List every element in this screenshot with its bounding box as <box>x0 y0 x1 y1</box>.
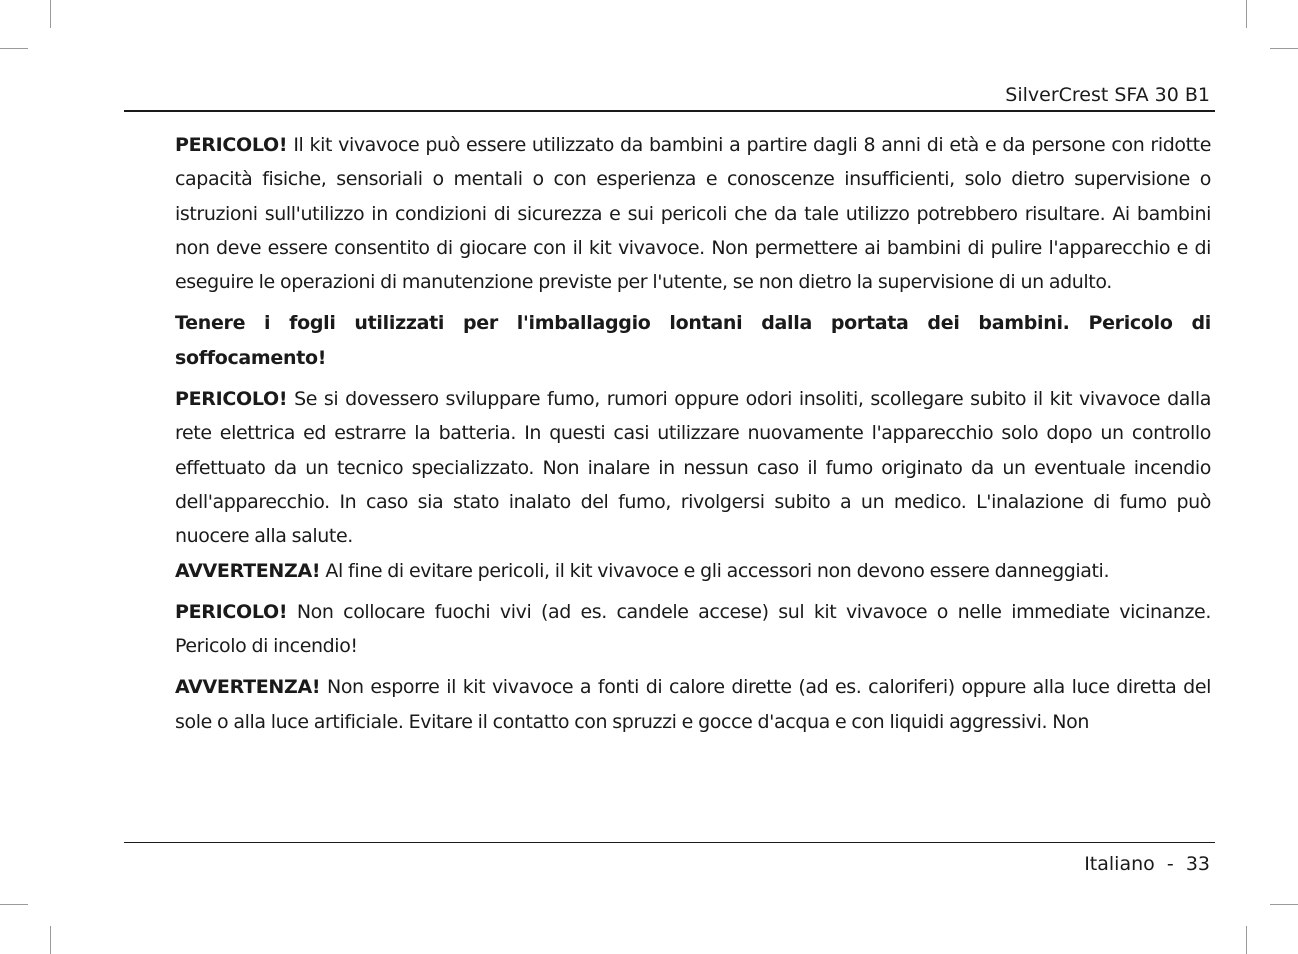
footer-language: Italiano <box>1084 853 1155 875</box>
packaging-warning-paragraph: Tenere i fogli utilizzati per l'imballaggio lontani dalla portata dei bambini. Pericolo di soffocamento! <box>175 312 1211 369</box>
safety-paragraph <box>175 554 1211 588</box>
crop-mark <box>50 0 51 28</box>
page-content <box>175 128 1211 828</box>
paragraph-text: Al fine di evitare pericoli, il kit vivavoce e gli accessori non devono essere danneggiati. <box>320 559 1110 582</box>
paragraph-text: Non collocare fuochi vivi (ad es. candele accese) sul kit vivavoce o nelle immediate vicinanze. Pericolo di incendio! <box>175 600 1211 658</box>
safety-paragraph <box>175 670 1211 739</box>
danger-keyword: PERICOLO! <box>175 600 288 623</box>
header-divider <box>124 110 1215 112</box>
crop-mark <box>1270 48 1298 49</box>
safety-paragraph <box>175 128 1211 299</box>
footer-divider <box>124 842 1215 843</box>
crop-mark <box>1246 926 1247 954</box>
danger-keyword: PERICOLO! <box>175 388 288 411</box>
crop-mark <box>1270 904 1298 905</box>
crop-mark <box>50 926 51 954</box>
page-header-title: SilverCrest SFA 30 B1 <box>1005 84 1210 106</box>
crop-mark <box>0 48 28 49</box>
paragraph-text: Non esporre il kit vivavoce a fonti di calore dirette (ad es. caloriferi) oppure alla luce diretta del sole o alla luce artificiale. Evitare il contatto con spruzzi e gocce d'acqua e con liquidi aggressivi. Non <box>175 676 1211 733</box>
safety-paragraph <box>175 382 1211 553</box>
warning-keyword: AVVERTENZA! <box>175 559 321 582</box>
paragraph-text: Il kit vivavoce può essere utilizzato da bambini a partire dagli 8 anni di età e da persone con ridotte capacità fisiche, sensoriali o mentali o con esperienza e conoscenze insufficienti, solo dietro supervisione o istruzioni sull'utilizzo in condizioni di sicurezza e sui pericoli che da tale utilizzo potrebbero risultare. Ai bambini non deve essere consentito di giocare con il kit vivavoce. Non permettere ai bambini di pulire l'apparecchio e di eseguire le operazioni di manutenzione previste per l'utente, se non dietro la supervisione di un adulto. <box>175 134 1211 294</box>
page-footer <box>700 851 1210 877</box>
safety-paragraph <box>175 595 1211 664</box>
page-number: 33 <box>1185 853 1210 875</box>
crop-mark <box>1246 0 1247 28</box>
footer-separator: - <box>1166 853 1174 875</box>
crop-mark <box>0 904 28 905</box>
danger-keyword: PERICOLO! <box>175 134 288 156</box>
paragraph-text: Se si dovessero sviluppare fumo, rumori oppure odori insoliti, scollegare subito il kit vivavoce dalla rete elettrica ed estrarre la batteria. In questi casi utilizzare nuovamente l'apparecchio solo dopo un controllo effettuato da un tecnico specializzato. Non inalare in nessun caso il fumo originato da un eventuale incendio dell'apparecchio. In caso sia stato inalato del fumo, rivolgersi subito a un medico. L'inalazione di fumo può nuocere alla salute. <box>175 388 1211 548</box>
warning-keyword: AVVERTENZA! <box>175 676 321 699</box>
